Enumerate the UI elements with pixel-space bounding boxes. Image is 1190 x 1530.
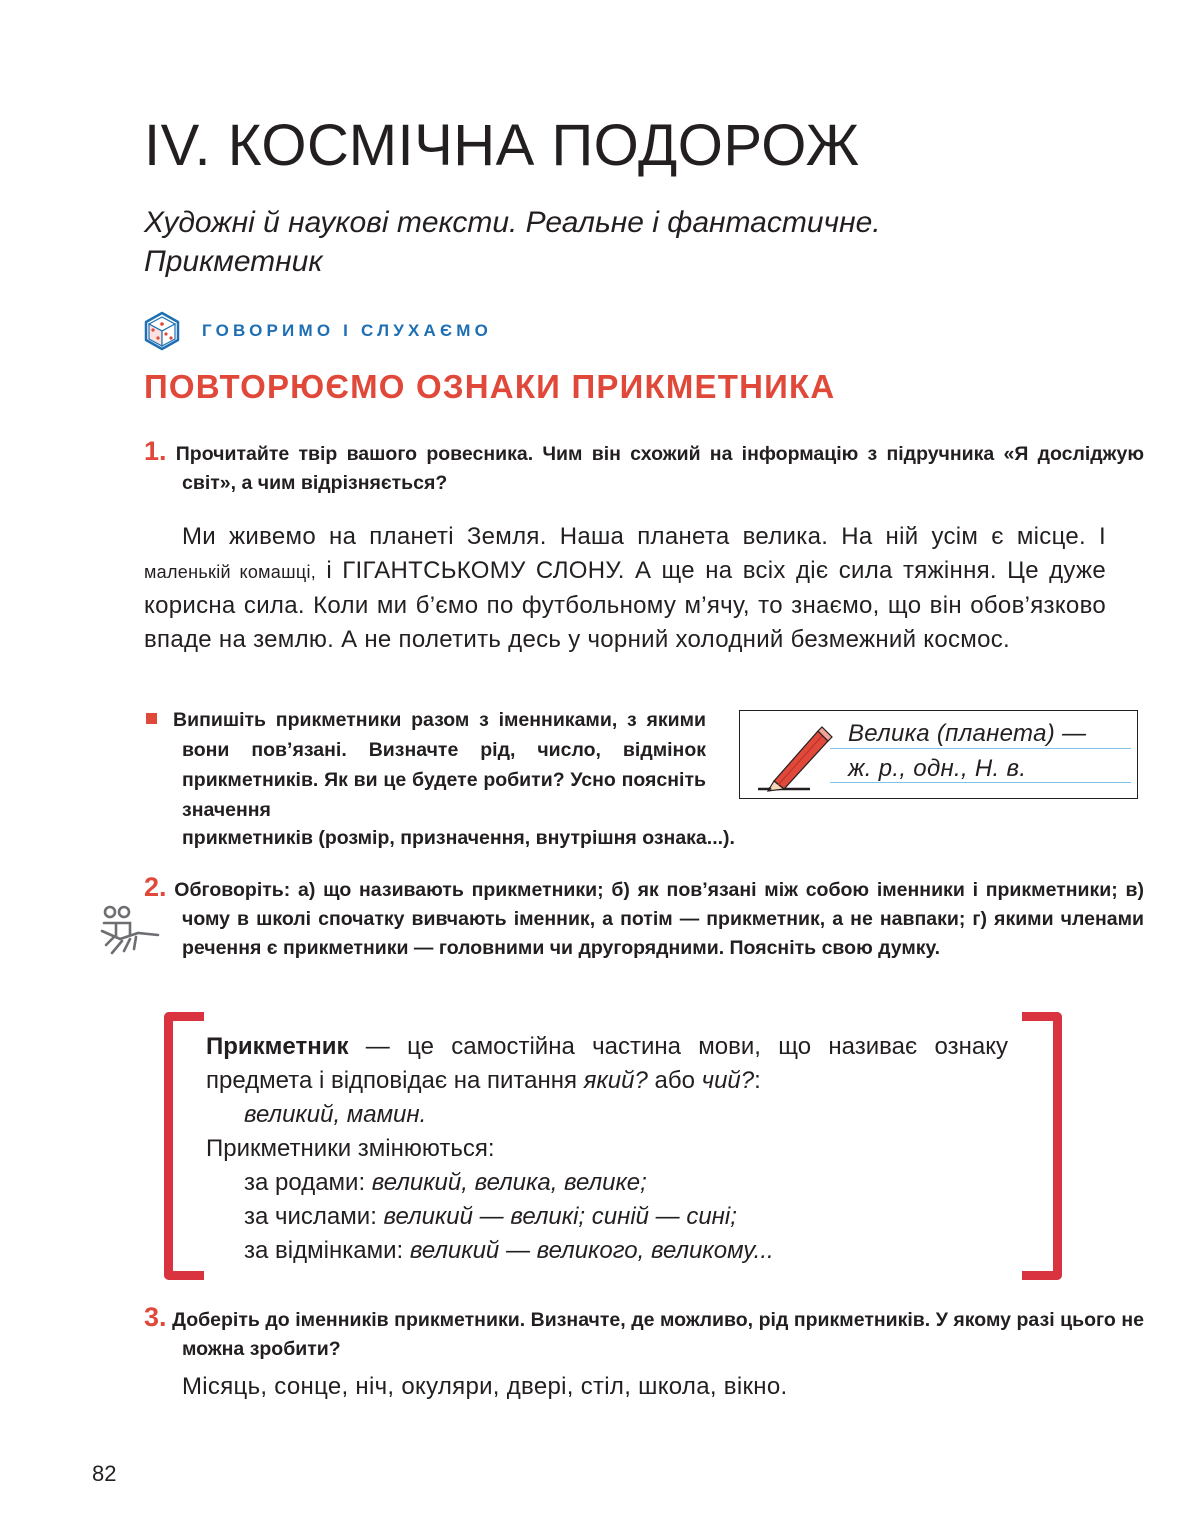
task-2-number: 2. bbox=[144, 872, 167, 902]
pencil-icon bbox=[756, 717, 836, 795]
task-1-text: Прочитайте твір вашого ровесника. Чим він схожий на інформацію з підручника «Я досліджую світ», а чим відрізняється? bbox=[175, 443, 1144, 494]
reading-part3: і ГІГАНТСЬКОМУ СЛОНУ. А ще на всіх діє сила тяжіння. Це дуже корисна сила. Коли ми б’ємо по футбольному м’ячу, то знаємо, що він обов’язково впаде на землю. А не полетить десь у чорний холодний безмежний космос. bbox=[144, 557, 1107, 653]
rule-term: Прикметник bbox=[206, 1033, 349, 1060]
rule-case-label: за відмінками: bbox=[244, 1237, 410, 1264]
task-3 bbox=[144, 1303, 1144, 1364]
task-3-text: Доберіть до іменників прикметники. Визначте, де можливо, рід прикметників. У якому разі цього не можна зробити? bbox=[172, 1309, 1144, 1360]
page-number: 82 bbox=[92, 1461, 117, 1486]
bullet-task-text: Випишіть прикметники разом з іменниками, з якими вони пов’язані. Визначте рід, число, відмінок прикметників. Як ви це будете робити? Усно поясніть значення bbox=[173, 709, 706, 821]
reading-part2: маленькій комашці, bbox=[144, 562, 317, 582]
example-line1: Велика (планета) — bbox=[848, 720, 1087, 747]
rule-examples: великий, мамин. bbox=[244, 1101, 427, 1128]
section-label: ГОВОРИМО І СЛУХАЄМО bbox=[202, 321, 493, 340]
task-3-words: Місяць, сонце, ніч, окуляри, двері, стіл, школа, вікно. bbox=[182, 1373, 788, 1400]
reading-part1: Ми живемо на планеті Земля. Наша планета велика. На ній усім є місце. І bbox=[182, 523, 1106, 550]
dice-icon bbox=[142, 311, 182, 351]
rule-question-2: чий? bbox=[701, 1067, 755, 1094]
task-1-number: 1. bbox=[144, 436, 167, 466]
rule-gender-label: за родами: bbox=[244, 1169, 372, 1196]
example-line2: ж. р., одн., Н. в. bbox=[848, 755, 1027, 782]
unit-subtitle-line2: Прикметник bbox=[144, 245, 323, 278]
rule-number-forms: великий — великі; синій — сині; bbox=[383, 1203, 737, 1230]
example-box bbox=[739, 710, 1138, 799]
bullet-square-icon bbox=[146, 713, 157, 724]
task-1 bbox=[144, 437, 1144, 498]
rule-colon: : bbox=[754, 1067, 761, 1094]
task-2-text: Обговоріть: а) що називають прикметники; б) як пов’язані між собою іменники і прикметники; в) чому в школі спочатку вивчають іменник, а потім — прикметник, а не навпаки; г) якими членами речення є прикметники — головними чи другорядними. Поясніть свою думку. bbox=[174, 879, 1144, 959]
unit-subtitle bbox=[144, 203, 1044, 281]
rule-gender-forms: великий, велика, велике; bbox=[371, 1169, 647, 1196]
rule-question-1: який? bbox=[583, 1067, 648, 1094]
rule-bracket-left bbox=[164, 1012, 204, 1280]
rule-changes: Прикметники змінюються: bbox=[206, 1135, 495, 1162]
rule-or: або bbox=[647, 1067, 702, 1094]
rule-case-forms: великий — великого, великому... bbox=[409, 1237, 774, 1264]
topic-heading: ПОВТОРЮЄМО ОЗНАКИ ПРИКМЕТНИКА bbox=[144, 368, 836, 405]
rule-box bbox=[206, 1030, 1008, 1268]
rule-bracket-right bbox=[1022, 1012, 1062, 1280]
task-2 bbox=[144, 873, 1144, 963]
rule-number-label: за числами: bbox=[244, 1203, 384, 1230]
bullet-task-continuation: прикметників (розмір, призначення, внутрішня ознака...). bbox=[182, 827, 735, 849]
unit-title: IV. КОСМІЧНА ПОДОРОЖ bbox=[144, 113, 860, 178]
unit-subtitle-line1: Художні й наукові тексти. Реальне і фантастичне. bbox=[144, 206, 881, 239]
rule-definition: — це самостійна частина мови, що називає ознаку предмета і відповідає на питання bbox=[206, 1033, 1008, 1094]
reading-text bbox=[144, 520, 1106, 657]
task-3-number: 3. bbox=[144, 1302, 167, 1332]
bullet-task bbox=[146, 705, 706, 825]
